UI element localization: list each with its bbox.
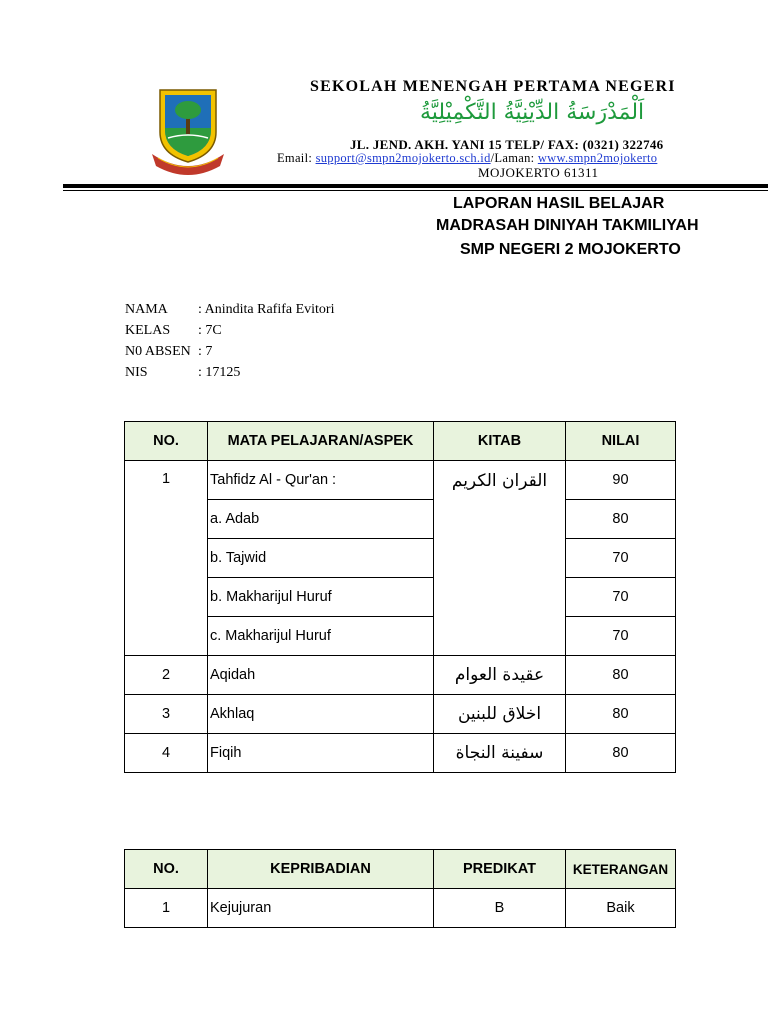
email-link[interactable]: support@smpn2mojokerto.sch.id <box>315 151 491 165</box>
row-keterangan: Baik <box>566 889 676 928</box>
row-subject: Aqidah <box>208 656 434 695</box>
header-no: NO. <box>125 850 208 889</box>
table-row <box>125 695 676 734</box>
report-school: SMP NEGERI 2 MOJOKERTO <box>460 241 681 258</box>
row-nilai: 70 <box>566 578 676 617</box>
table-row <box>125 578 676 617</box>
row-nilai: 70 <box>566 539 676 578</box>
report-title: LAPORAN HASIL BELAJAR <box>453 195 665 212</box>
table-row <box>125 889 676 928</box>
school-city: MOJOKERTO 61311 <box>478 165 599 180</box>
row-aspect: Kejujuran <box>208 889 434 928</box>
header-nilai: NILAI <box>566 422 676 461</box>
report-subtitle: MADRASAH DINIYAH TAKMILIYAH <box>436 217 699 234</box>
laman-label: /Laman: <box>490 151 538 165</box>
email-label: Email: <box>277 151 316 165</box>
table-row <box>125 656 676 695</box>
student-nis-label: NIS <box>125 365 148 380</box>
header-kitab: KITAB <box>434 422 566 461</box>
student-absen-label: N0 ABSEN <box>125 344 191 359</box>
table-row <box>125 734 676 773</box>
row-predikat: B <box>434 889 566 928</box>
website-link[interactable]: www.smpn2mojokerto <box>537 151 658 165</box>
row-subject: c. Makharijul Huruf <box>208 617 434 656</box>
row-no: 1 <box>125 461 208 656</box>
grades-header-row <box>125 422 676 461</box>
table-row <box>125 539 676 578</box>
school-contact <box>277 151 657 166</box>
kepribadian-header-row <box>125 850 676 889</box>
row-kitab: القران الكريم <box>434 461 566 656</box>
student-nis-value: : 17125 <box>198 365 241 380</box>
header-keterangan: KETERANGAN <box>566 850 676 889</box>
row-nilai: 80 <box>566 695 676 734</box>
header-divider-thin <box>63 190 768 191</box>
row-no: 2 <box>125 656 208 695</box>
student-name-value: : Anindita Rafifa Evitori <box>198 302 335 317</box>
row-nilai: 90 <box>566 461 676 500</box>
row-nilai: 70 <box>566 617 676 656</box>
school-crest-icon <box>152 88 224 172</box>
row-kitab: عقيدة العوام <box>434 656 566 695</box>
row-subject: Tahfidz Al - Qur'an : <box>208 461 434 500</box>
student-absen-value: : 7 <box>198 344 213 359</box>
row-kitab: اخلاق للبنين <box>434 695 566 734</box>
kepribadian-table <box>124 849 676 928</box>
row-kitab: سفينة النجاة <box>434 734 566 773</box>
row-nilai: 80 <box>566 500 676 539</box>
row-subject: b. Tajwid <box>208 539 434 578</box>
student-class-label: KELAS <box>125 323 171 338</box>
row-no: 1 <box>125 889 208 928</box>
row-nilai: 80 <box>566 656 676 695</box>
grades-table <box>124 421 676 773</box>
school-name: SEKOLAH MENENGAH PERTAMA NEGERI <box>310 78 676 95</box>
header-kepribadian: KEPRIBADIAN <box>208 850 434 889</box>
row-subject: a. Adab <box>208 500 434 539</box>
header-no: NO. <box>125 422 208 461</box>
row-subject: Fiqih <box>208 734 434 773</box>
table-row <box>125 617 676 656</box>
row-subject: b. Makharijul Huruf <box>208 578 434 617</box>
row-nilai: 80 <box>566 734 676 773</box>
table-row <box>125 500 676 539</box>
school-arabic-name: اَلْمَدْرَسَةُ الدِّيْنِيَّةُ التَّكْمِيْلِيَّةُ <box>420 100 645 125</box>
row-no: 4 <box>125 734 208 773</box>
row-no: 3 <box>125 695 208 734</box>
header-predikat: PREDIKAT <box>434 850 566 889</box>
header-subject: MATA PELAJARAN/ASPEK <box>208 422 434 461</box>
row-subject: Akhlaq <box>208 695 434 734</box>
header-divider <box>63 184 768 188</box>
student-name-label: NAMA <box>125 302 168 317</box>
school-address: JL. JEND. AKH. YANI 15 TELP/ FAX: (0321) 322746 <box>350 137 664 152</box>
table-row <box>125 461 676 500</box>
student-class-value: : 7C <box>198 323 222 338</box>
